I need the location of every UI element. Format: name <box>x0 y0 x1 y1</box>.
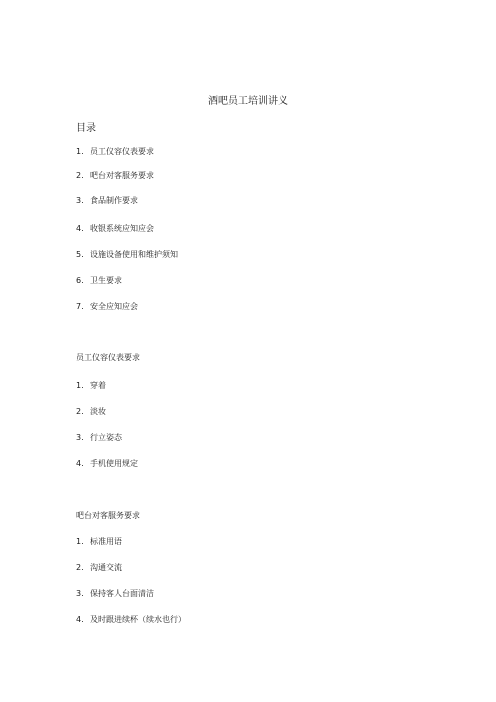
toc-item: 5. 设施设备使用和维护须知 <box>76 250 178 259</box>
toc-item: 7. 安全应知应会 <box>76 302 138 311</box>
section-item: 3. 保持客人台面清洁 <box>76 589 154 598</box>
section-item: 2. 沟通交流 <box>76 563 122 572</box>
document-title: 酒吧员工培训讲义 <box>208 96 288 107</box>
toc-item: 6. 卫生要求 <box>76 276 122 285</box>
section-item: 4. 手机使用规定 <box>76 459 138 468</box>
section-heading: 员工仪容仪表要求 <box>76 353 140 362</box>
section-item: 1. 穿着 <box>76 381 106 390</box>
toc-item: 3. 食品制作要求 <box>76 196 138 205</box>
section-item: 2. 淡妆 <box>76 407 106 416</box>
toc-item: 2. 吧台对客服务要求 <box>76 171 154 180</box>
section-item: 4. 及时跟进续杯（续水也行） <box>76 615 186 624</box>
toc-item: 4. 收银系统应知应会 <box>76 224 154 233</box>
section-item: 3. 行立姿态 <box>76 433 122 442</box>
toc-item: 1. 员工仪容仪表要求 <box>76 147 154 156</box>
section-heading: 吧台对客服务要求 <box>76 511 140 520</box>
toc-heading: 目录 <box>76 123 96 134</box>
section-item: 1. 标准用语 <box>76 537 122 546</box>
